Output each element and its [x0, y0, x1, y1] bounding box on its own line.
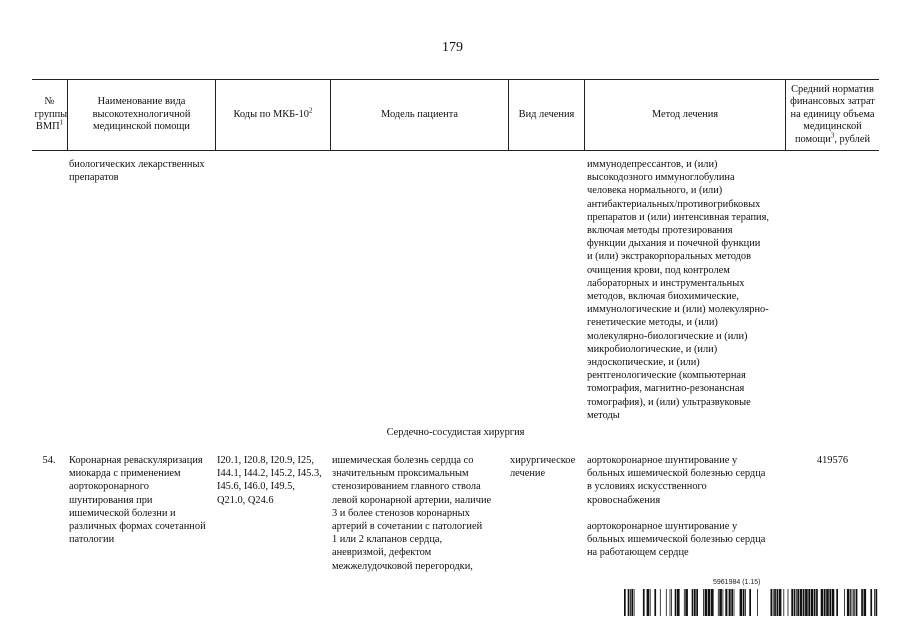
- barcode-bar: [773, 589, 774, 616]
- text-line: лечение: [510, 468, 546, 480]
- barcode-bar: [677, 589, 680, 616]
- barcode-bar: [876, 589, 878, 616]
- text-line: антибактериальных/противогрибковых: [587, 198, 761, 210]
- barcode-bar: [788, 589, 789, 616]
- barcode-bar: [731, 589, 733, 616]
- section-title: Сердечно-сосудистая хирургия: [386, 427, 525, 438]
- barcode-bar: [711, 589, 714, 616]
- text-line: и (или) экстракорпоральных методов: [587, 251, 752, 263]
- text-line: рентгенологические (компьютерная: [587, 370, 746, 382]
- text-line: иммунодепрессантов, и (или): [587, 159, 718, 170]
- barcode-bar: [696, 589, 698, 616]
- text-line: больных ишемической болезнью сердца: [587, 468, 766, 480]
- barcode-bar: [670, 589, 671, 616]
- text-line: препаратов: [69, 172, 119, 184]
- page-number: 179: [442, 40, 463, 55]
- text-line: больных ишемической болезнью сердца: [587, 534, 766, 546]
- text-line: аортокоронарное шунтирование у: [587, 455, 738, 466]
- barcode-bar: [777, 589, 779, 616]
- barcode-bar: [803, 589, 805, 616]
- header-care-name: Наименование вида высокотехнологичной медицинской помощи: [92, 96, 191, 133]
- barcode-bar: [861, 589, 863, 616]
- text-line: очищения крови, под контролем: [587, 264, 730, 276]
- barcode-bar: [650, 589, 651, 616]
- text-line: I20.1, I20.8, I20.9, I25,: [217, 455, 314, 466]
- barcode-bar: [734, 589, 735, 616]
- text-line: аортокоронарное шунтирование у: [587, 521, 738, 532]
- row-patient-model: [332, 454, 509, 573]
- text-line: генетические методы, и (или): [587, 317, 718, 329]
- text-line: методов, включая биохимические,: [587, 291, 739, 303]
- barcode-bar: [800, 589, 803, 616]
- text-line: томография, магнитно-резонансная: [587, 383, 745, 395]
- barcode-bar: [647, 589, 650, 616]
- barcode-bar: [729, 589, 731, 616]
- barcode-bar: [745, 589, 746, 616]
- barcode-bar: [811, 589, 814, 616]
- barcode-bar: [853, 589, 854, 616]
- barcode-bar: [779, 589, 782, 616]
- text-line: левой коронарной артерии, наличие: [332, 494, 492, 506]
- barcode-bar: [814, 589, 816, 616]
- barcode-bar: [643, 589, 645, 616]
- text-line: аортокоронарного: [69, 481, 149, 493]
- text-line: высокодозного иммуноглобулина: [587, 172, 735, 184]
- header-cost-norm: Средний норматив финансовых затрат на единицу объема медицинской помощи$^3$, рублей: [790, 83, 875, 145]
- text-line: Q21.0, Q24.6: [217, 494, 274, 506]
- barcode-bar: [864, 589, 867, 616]
- barcode-bar: [821, 589, 824, 616]
- barcode-bar: [774, 589, 776, 616]
- barcode-bar: [852, 589, 853, 616]
- barcode-bar: [685, 589, 688, 616]
- barcode-bar: [836, 589, 838, 616]
- header-treatment-method: Метод лечения: [651, 108, 719, 120]
- barcode-bar: [824, 589, 826, 616]
- continued-care-name: [69, 158, 214, 184]
- row-care-name: [69, 454, 214, 546]
- barcode-bar: [743, 589, 745, 616]
- barcode-bar: [631, 589, 633, 616]
- header-icd-codes: Коды по МКБ-$10^2$: [233, 106, 313, 120]
- barcode-bar: [725, 589, 727, 616]
- barcode-bar: [708, 589, 711, 616]
- row-treatment-method-1: [587, 454, 787, 507]
- barcode-bar: [634, 589, 635, 616]
- text-line: на работающем сердце: [587, 547, 689, 559]
- barcode-bar: [805, 589, 808, 616]
- text-line: артерий в сочетании с патологией: [332, 521, 483, 533]
- barcode-bar: [666, 589, 667, 616]
- barcode-bar: [694, 589, 696, 616]
- row-number: 54.: [42, 455, 56, 466]
- barcode-bar: [850, 589, 851, 616]
- text-line: ишемической болезни и: [69, 507, 176, 519]
- barcode-bar: [723, 589, 724, 616]
- barcode-bar: [844, 589, 845, 616]
- barcode-bar: [771, 589, 773, 616]
- text-line: миокарда с применением: [69, 468, 181, 480]
- barcode-bar: [705, 589, 708, 616]
- text-line: значительным проксимальным: [332, 468, 469, 480]
- barcode-bar: [826, 589, 829, 616]
- row-treatment-type: [510, 454, 585, 480]
- text-line: эндоскопические, и (или): [587, 357, 700, 369]
- barcode-bar: [854, 589, 855, 616]
- text-line: включая методы протезирования: [587, 225, 733, 237]
- row-icd-codes: [217, 454, 331, 507]
- barcode-bar: [783, 589, 784, 616]
- barcode-bar: [692, 589, 694, 616]
- barcode-bar: [654, 589, 656, 616]
- barcode-bar: [719, 589, 722, 616]
- barcode-bar: [684, 589, 685, 616]
- text-line: иммунологические и (или) молекулярно-: [587, 304, 769, 316]
- text-line: препаратов и (или) интенсивная терапия,: [587, 211, 769, 223]
- text-line: I45.6, I46.0, I49.5,: [217, 481, 295, 493]
- barcode-image: [624, 589, 879, 616]
- text-line: кровоснабжения: [587, 494, 661, 506]
- text-line: хирургическое: [510, 455, 576, 466]
- text-line: патологии: [69, 534, 115, 546]
- barcode-bar: [660, 589, 661, 616]
- text-line: аневризмой, дефектом: [332, 547, 432, 559]
- row-treatment-method-2: [587, 520, 787, 560]
- text-line: 1 или 2 клапанов сердца,: [332, 534, 443, 546]
- text-line: микробиологические, и (или): [587, 343, 718, 355]
- text-line: биологических лекарственных: [69, 159, 205, 170]
- barcode-bar: [728, 589, 729, 616]
- header-group-number: № группы ВМП$^1$: [34, 96, 68, 133]
- text-line: молекулярно-биологические и (или): [587, 330, 748, 342]
- barcode-bar: [791, 589, 793, 616]
- continued-treatment-method: [587, 158, 787, 422]
- text-line: лабораторных и инструментальных: [587, 277, 745, 289]
- barcode-bar: [749, 589, 751, 616]
- barcode-bar: [624, 589, 626, 616]
- barcode-bar: [874, 589, 875, 616]
- barcode-bar: [671, 589, 672, 616]
- text-line: шунтирования при: [69, 494, 153, 506]
- header-patient-model: Модель пациента: [380, 108, 459, 120]
- barcode-bar: [794, 589, 796, 616]
- text-line: в условиях искусственного: [587, 481, 707, 493]
- barcode-bar: [832, 589, 835, 616]
- barcode-label: 5961984 (1.15): [713, 579, 761, 586]
- header-bottom-rule: [32, 150, 879, 151]
- text-line: различных формах сочетанной: [69, 521, 206, 533]
- text-line: функции дыхания и почечной функции: [587, 238, 761, 250]
- barcode-bar: [675, 589, 677, 616]
- text-line: человека нормального, и (или): [587, 185, 723, 197]
- barcode-bar: [630, 589, 631, 616]
- text-line: томография), и (или) ультразвуковые: [587, 396, 751, 408]
- barcode-bar: [796, 589, 797, 616]
- text-line: I44.1, I44.2, I45.2, I45.3,: [217, 468, 322, 480]
- barcode-bar: [808, 589, 810, 616]
- row-cost: 419576: [816, 455, 849, 466]
- barcode-bar: [829, 589, 831, 616]
- barcode-bar: [856, 589, 858, 616]
- text-line: Коронарная реваскуляризация: [69, 455, 203, 466]
- barcode-bar: [870, 589, 872, 616]
- text-line: 3 и более стенозов коронарных: [332, 507, 470, 519]
- text-line: ишемическая болезнь сердца со: [332, 455, 474, 466]
- barcode-bar: [740, 589, 743, 616]
- text-line: межжелудочковой перегородки,: [332, 560, 473, 572]
- text-line: стенозированием главного ствола: [332, 481, 481, 493]
- barcode-bar: [847, 589, 850, 616]
- barcode-bar: [628, 589, 630, 616]
- barcode-bar: [797, 589, 799, 616]
- barcode-bar: [757, 589, 758, 616]
- header-treatment-type: Вид лечения: [518, 108, 575, 120]
- barcode-bar: [816, 589, 818, 616]
- barcode-bar: [718, 589, 719, 616]
- text-line: методы: [587, 409, 620, 421]
- barcode-bar: [703, 589, 704, 616]
